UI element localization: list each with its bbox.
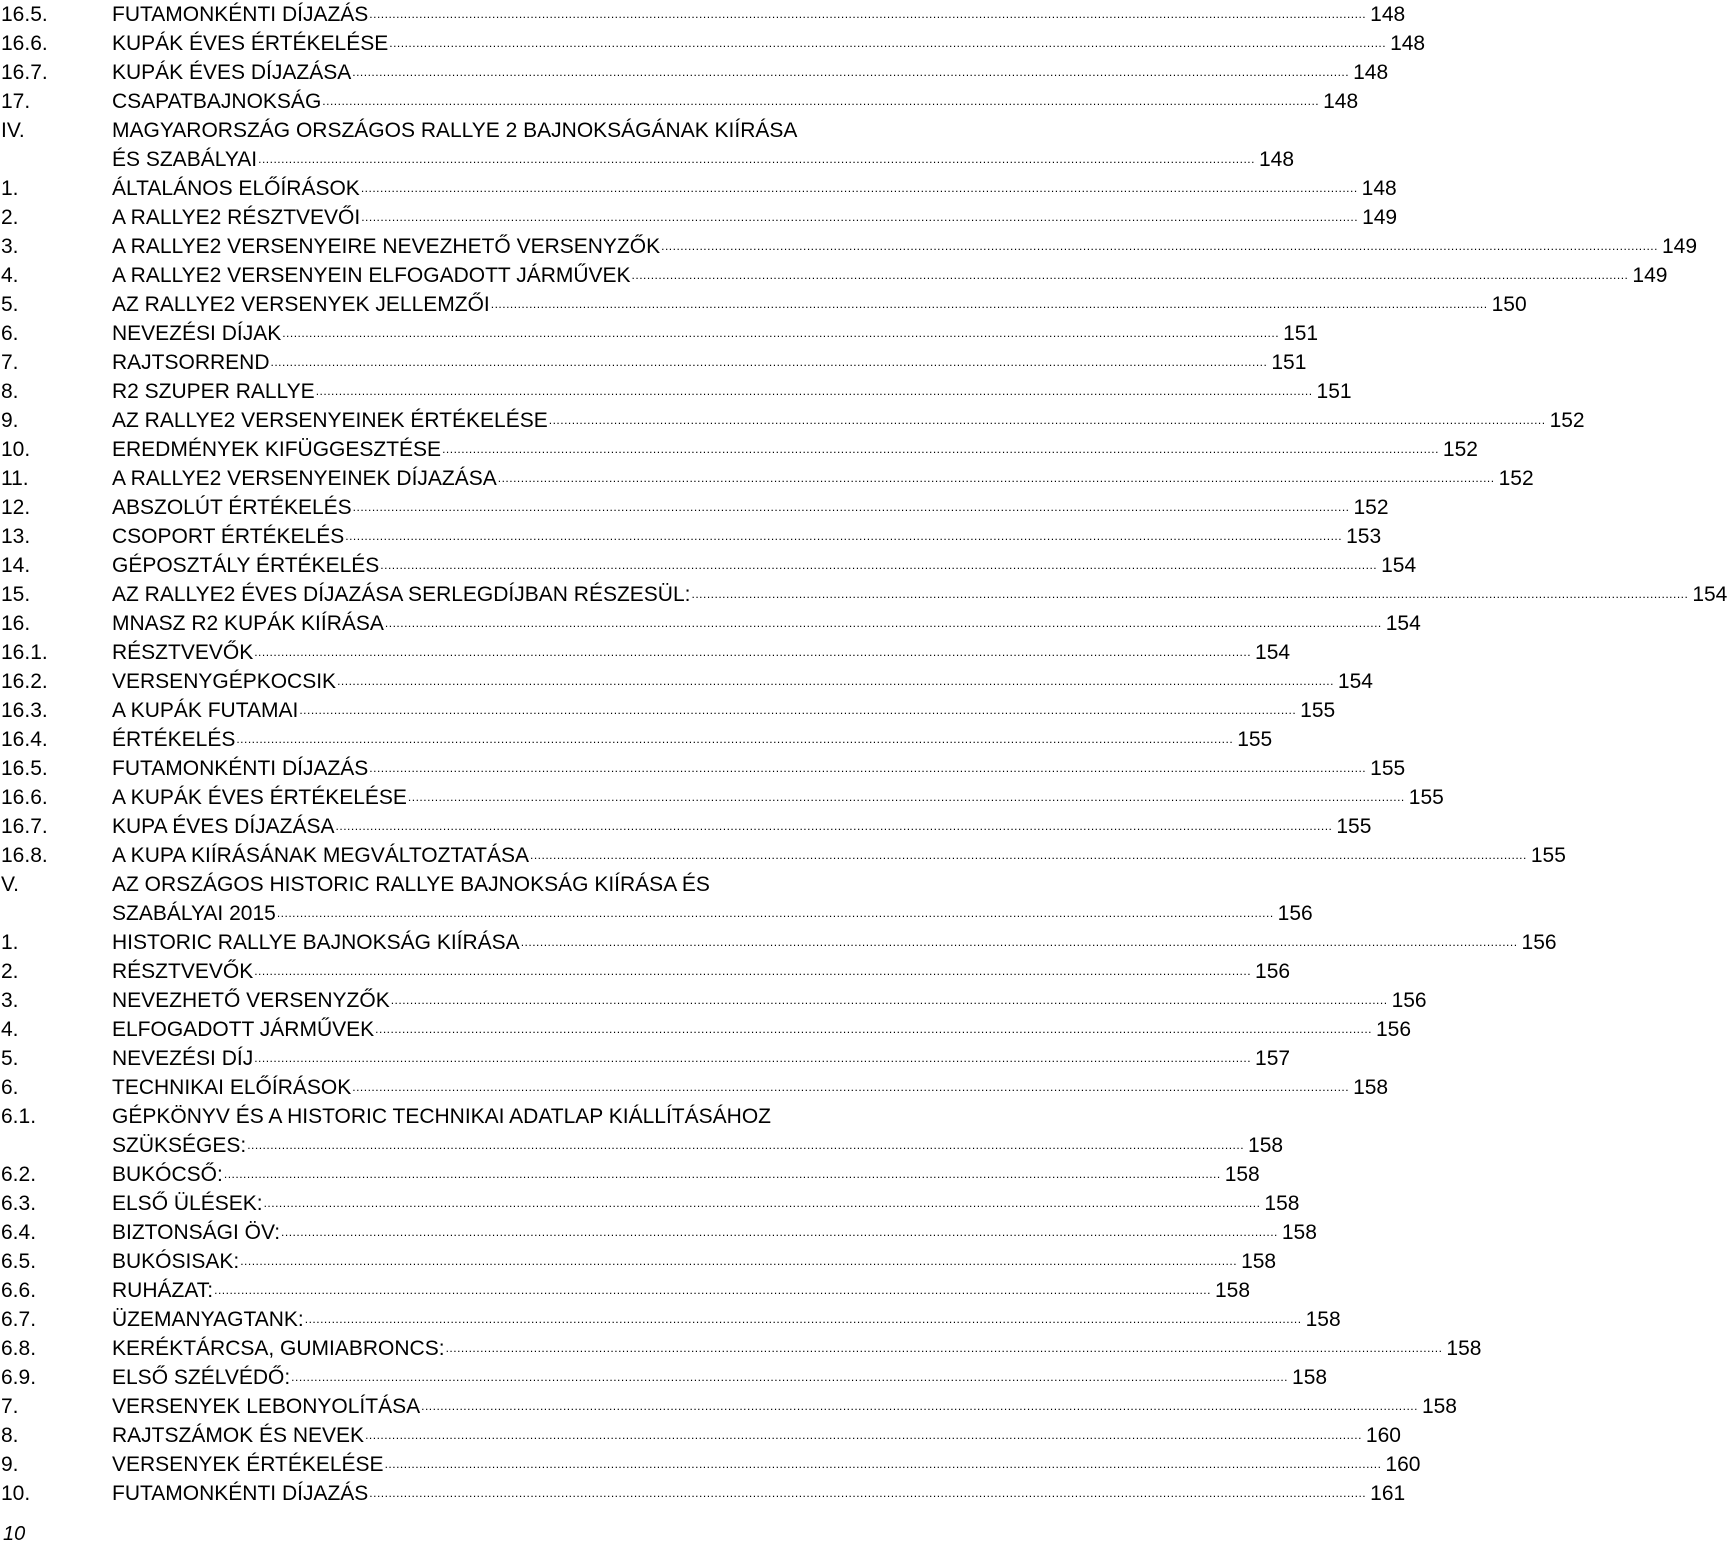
toc-entry-number: 6.7. xyxy=(1,1308,37,1331)
toc-entry-title: BUKÓSISAK: xyxy=(112,1250,240,1273)
toc-entry-page: 155 xyxy=(1336,815,1372,838)
toc-entry-title: R2 SZUPER RALLYE xyxy=(112,380,315,403)
dot-leader: .................................................................................................................................................................................................................................................................... xyxy=(445,1341,1443,1355)
toc-entry[interactable] xyxy=(0,58,1389,87)
toc-entry-number: 6.4. xyxy=(1,1221,37,1244)
toc-entry-title: ÁLTALÁNOS ELŐÍRÁSOK xyxy=(112,177,360,200)
toc-entry[interactable] xyxy=(0,1218,1317,1247)
dot-leader: .................................................................................................................................................................................................................................................................... xyxy=(442,442,1439,456)
toc-entry[interactable] xyxy=(0,754,1406,783)
toc-entry-number: 6.8. xyxy=(1,1337,37,1360)
toc-entry-number: 5. xyxy=(1,1047,19,1070)
toc-entry-title: A RALLYE2 RÉSZTVEVŐI xyxy=(112,206,361,229)
toc-entry[interactable] xyxy=(0,1305,1341,1334)
dot-leader: .................................................................................................................................................................................................................................................................... xyxy=(369,1486,1367,1500)
dot-leader: .................................................................................................................................................................................................................................................................... xyxy=(361,210,1359,224)
toc-entry-page: 148 xyxy=(1390,32,1426,55)
toc-entry-title: AZ RALLYE2 ÉVES DÍJAZÁSA SERLEGDÍJBAN RÉSZESÜL: xyxy=(112,583,691,606)
toc-entry-page: 152 xyxy=(1442,438,1478,461)
dot-leader: .................................................................................................................................................................................................................................................................... xyxy=(236,732,1234,746)
toc-entry-title: ELFOGADOTT JÁRMŰVEK xyxy=(112,1018,375,1041)
dot-leader: .................................................................................................................................................................................................................................................................... xyxy=(497,471,1495,485)
toc-entry-page: 151 xyxy=(1283,322,1319,345)
toc-entry-page: 156 xyxy=(1391,989,1427,1012)
toc-entry-page: 149 xyxy=(1632,264,1668,287)
toc-entry-page: 148 xyxy=(1323,90,1359,113)
toc-entry-number: 8. xyxy=(1,1424,19,1447)
toc-entry-title: BIZTONSÁGI ÖV: xyxy=(112,1221,281,1244)
dot-leader: .................................................................................................................................................................................................................................................................... xyxy=(345,529,1343,543)
toc-entry-number: 14. xyxy=(1,554,31,577)
toc-entry[interactable] xyxy=(0,87,1359,116)
toc-entry[interactable] xyxy=(0,435,1478,464)
dot-leader: .................................................................................................................................................................................................................................................................... xyxy=(263,1196,1261,1210)
toc-entry[interactable] xyxy=(0,1044,1291,1073)
dot-leader: .................................................................................................................................................................................................................................................................... xyxy=(520,935,1518,949)
dot-leader: .................................................................................................................................................................................................................................................................... xyxy=(247,1138,1245,1152)
toc-entry-number: 6.1. xyxy=(1,1105,37,1128)
toc-entry-page: 157 xyxy=(1255,1047,1291,1070)
toc-entry-page: 154 xyxy=(1385,612,1421,635)
toc-entry-number: 7. xyxy=(1,1395,19,1418)
toc-entry[interactable] xyxy=(0,145,1295,174)
dot-leader: .................................................................................................................................................................................................................................................................... xyxy=(369,7,1367,21)
dot-leader: .................................................................................................................................................................................................................................................................... xyxy=(214,1283,1211,1297)
toc-entry-page: 148 xyxy=(1353,61,1389,84)
toc-entry[interactable] xyxy=(0,1015,1412,1044)
toc-entry-number: 16.4. xyxy=(1,728,48,751)
toc-entry-title: TECHNIKAI ELŐÍRÁSOK xyxy=(112,1076,352,1099)
toc-entry-page: 153 xyxy=(1346,525,1382,548)
toc-entry-title: SZABÁLYAI 2015 xyxy=(112,902,276,925)
toc-entry-page: 150 xyxy=(1491,293,1527,316)
toc-entry-number: 4. xyxy=(1,264,19,287)
dot-leader: .................................................................................................................................................................................................................................................................... xyxy=(369,761,1367,775)
toc-entry-page: 152 xyxy=(1498,467,1534,490)
dot-leader: .................................................................................................................................................................................................................................................................... xyxy=(691,587,1689,601)
dot-leader: .................................................................................................................................................................................................................................................................... xyxy=(631,268,1629,282)
toc-entry-number: IV. xyxy=(1,119,25,142)
toc-entry-number: 12. xyxy=(1,496,31,519)
toc-entry-number: 16.8. xyxy=(1,844,48,867)
dot-leader: .................................................................................................................................................................................................................................................................... xyxy=(299,703,1297,717)
toc-entry-number: 10. xyxy=(1,1482,31,1505)
toc-entry-page: 161 xyxy=(1370,1482,1406,1505)
toc-entry-title: HISTORIC RALLYE BAJNOKSÁG KIÍRÁSA xyxy=(112,931,520,954)
toc-entry-number: 9. xyxy=(1,1453,19,1476)
toc-entry-title: ÉRTÉKELÉS xyxy=(112,728,236,751)
toc-entry[interactable] xyxy=(0,1131,1284,1160)
dot-leader: .................................................................................................................................................................................................................................................................... xyxy=(276,906,1274,920)
toc-entry-page: 158 xyxy=(1241,1250,1277,1273)
toc-entry-page: 160 xyxy=(1365,1424,1401,1447)
toc-entry-title: ABSZOLÚT ÉRTÉKELÉS xyxy=(112,496,352,519)
toc-entry[interactable] xyxy=(0,1247,1277,1276)
toc-entry-title: ELSŐ ÜLÉSEK: xyxy=(112,1192,263,1215)
dot-leader: .................................................................................................................................................................................................................................................................... xyxy=(384,1457,1382,1471)
dot-leader: .................................................................................................................................................................................................................................................................... xyxy=(254,645,1252,659)
dot-leader: .................................................................................................................................................................................................................................................................... xyxy=(223,1167,1221,1181)
toc-entry-number: 16.5. xyxy=(1,3,48,26)
toc-entry-number: 17. xyxy=(1,90,31,113)
toc-entry-page: 148 xyxy=(1370,3,1406,26)
toc-entry-title: KUPA ÉVES DÍJAZÁSA xyxy=(112,815,335,838)
toc-entry-page: 158 xyxy=(1305,1308,1341,1331)
dot-leader: .................................................................................................................................................................................................................................................................... xyxy=(254,964,1252,978)
toc-entry-page: 148 xyxy=(1361,177,1397,200)
toc-entry[interactable] xyxy=(0,232,1698,261)
toc-entry-title: EREDMÉNYEK KIFÜGGESZTÉSE xyxy=(112,438,442,461)
toc-entry[interactable] xyxy=(0,1189,1300,1218)
dot-leader: .................................................................................................................................................................................................................................................................... xyxy=(375,1022,1372,1036)
dot-leader: .................................................................................................................................................................................................................................................................... xyxy=(352,500,1350,514)
dot-leader: .................................................................................................................................................................................................................................................................... xyxy=(360,181,1358,195)
toc-entry-number: 13. xyxy=(1,525,31,548)
toc-entry-page: 156 xyxy=(1521,931,1557,954)
toc-entry-number: 1. xyxy=(1,931,19,954)
toc-entry-title: VERSENYGÉPKOCSIK xyxy=(112,670,337,693)
toc-entry-number: V. xyxy=(1,873,19,896)
toc-entry-title: ELSŐ SZÉLVÉDŐ: xyxy=(112,1366,291,1389)
toc-entry-page: 158 xyxy=(1214,1279,1251,1302)
toc-entry-title: ÉS SZABÁLYAI xyxy=(112,148,258,171)
toc-entry-page: 152 xyxy=(1353,496,1389,519)
toc-entry[interactable] xyxy=(0,348,1307,377)
toc-entry[interactable] xyxy=(0,928,1557,957)
toc-entry[interactable] xyxy=(0,1479,1406,1508)
toc-entry[interactable] xyxy=(0,986,1427,1015)
toc-entry-page: 154 xyxy=(1692,583,1727,606)
toc-entry[interactable] xyxy=(0,870,960,899)
toc-entry-title: GÉPOSZTÁLY ÉRTÉKELÉS xyxy=(112,554,380,577)
dot-leader: .................................................................................................................................................................................................................................................................... xyxy=(291,1370,1289,1384)
dot-leader: .................................................................................................................................................................................................................................................................... xyxy=(365,1428,1362,1442)
toc-entry-number: 5. xyxy=(1,293,19,316)
toc-entry-title: RAJTSZÁMOK ÉS NEVEK xyxy=(112,1424,365,1447)
toc-entry[interactable] xyxy=(0,1363,1328,1392)
toc-entry-title: CSAPATBAJNOKSÁG xyxy=(112,90,322,113)
toc-entry[interactable] xyxy=(0,783,1444,812)
toc-entry-number: 11. xyxy=(1,467,29,490)
dot-leader: .................................................................................................................................................................................................................................................................... xyxy=(390,993,1388,1007)
toc-entry[interactable] xyxy=(0,464,1534,493)
toc-entry-page: 158 xyxy=(1224,1163,1260,1186)
toc-entry-number: 6.3. xyxy=(1,1192,37,1215)
toc-entry-number: 16.5. xyxy=(1,757,48,780)
toc-entry-number: 16.2. xyxy=(1,670,48,693)
toc-entry-title: A KUPÁK FUTAMAI xyxy=(112,699,299,722)
toc-entry[interactable] xyxy=(0,116,960,145)
toc-entry-page: 156 xyxy=(1255,960,1291,983)
dot-leader: .................................................................................................................................................................................................................................................................... xyxy=(322,94,1320,108)
toc-entry-title: RÉSZTVEVŐK xyxy=(112,960,254,983)
toc-entry[interactable] xyxy=(0,812,1372,841)
toc-entry-number: 9. xyxy=(1,409,19,432)
toc-entry-page: 155 xyxy=(1408,786,1444,809)
toc-entry-page: 155 xyxy=(1237,728,1273,751)
toc-entry[interactable] xyxy=(0,841,1566,870)
toc-entry[interactable] xyxy=(0,0,1406,29)
dot-leader: .................................................................................................................................................................................................................................................................... xyxy=(661,239,1658,253)
toc-entry-page: 154 xyxy=(1381,554,1417,577)
dot-leader: .................................................................................................................................................................................................................................................................... xyxy=(281,1225,1278,1239)
toc-entry[interactable] xyxy=(0,667,1373,696)
toc-entry-title: MNASZ R2 KUPÁK KIÍRÁSA xyxy=(112,612,384,635)
toc-entry-title: FUTAMONKÉNTI DÍJAZÁS xyxy=(112,1482,369,1505)
toc-entry-title: AZ ORSZÁGOS HISTORIC RALLYE BAJNOKSÁG KIÍRÁSA ÉS xyxy=(112,873,710,896)
dot-leader: .................................................................................................................................................................................................................................................................... xyxy=(337,674,1334,688)
toc-entry-page: 155 xyxy=(1300,699,1336,722)
toc-entry-title: RUHÁZAT: xyxy=(112,1279,214,1302)
toc-entry-page: 160 xyxy=(1385,1453,1421,1476)
toc-entry-page: 151 xyxy=(1316,380,1352,403)
toc-entry-title: FUTAMONKÉNTI DÍJAZÁS xyxy=(112,757,369,780)
dot-leader: .................................................................................................................................................................................................................................................................... xyxy=(380,558,1378,572)
toc-entry-number: 16.6. xyxy=(1,32,48,55)
toc-entry-page: 149 xyxy=(1661,235,1698,258)
toc-entry-title: AZ RALLYE2 VERSENYEK JELLEMZŐI xyxy=(112,293,490,316)
toc-entry-title: KUPÁK ÉVES DÍJAZÁSA xyxy=(112,61,352,84)
toc-entry-title: FUTAMONKÉNTI DÍJAZÁS xyxy=(112,3,369,26)
dot-leader: .................................................................................................................................................................................................................................................................... xyxy=(282,326,1280,340)
toc-entry-page: 156 xyxy=(1376,1018,1412,1041)
dot-leader: .................................................................................................................................................................................................................................................................... xyxy=(548,413,1546,427)
toc-entry-title: RAJTSORREND xyxy=(112,351,270,374)
toc-entry-number: 3. xyxy=(1,235,19,258)
toc-entry-title: NEVEZHETŐ VERSENYZŐK xyxy=(112,989,390,1012)
dot-leader: .................................................................................................................................................................................................................................................................... xyxy=(254,1051,1252,1065)
dot-leader: .................................................................................................................................................................................................................................................................... xyxy=(389,36,1387,50)
toc-entry-number: 16.1. xyxy=(1,641,48,664)
toc-entry-page: 158 xyxy=(1446,1337,1482,1360)
toc-entry-number: 16. xyxy=(1,612,31,635)
toc-entry-number: 6.9. xyxy=(1,1366,37,1389)
toc-entry-page: 152 xyxy=(1549,409,1585,432)
dot-leader: .................................................................................................................................................................................................................................................................... xyxy=(352,1080,1350,1094)
toc-entry[interactable] xyxy=(0,522,1382,551)
toc-entry-number: 6. xyxy=(1,1076,19,1099)
toc-entry[interactable] xyxy=(0,319,1319,348)
toc-entry-title: RÉSZTVEVŐK xyxy=(112,641,254,664)
toc-entry-page: 149 xyxy=(1362,206,1398,229)
toc-entry-number: 6. xyxy=(1,322,19,345)
dot-leader: .................................................................................................................................................................................................................................................................... xyxy=(384,616,1382,630)
dot-leader: .................................................................................................................................................................................................................................................................... xyxy=(490,297,1488,311)
toc-entry-number: 15. xyxy=(1,583,31,606)
toc-entry-title: KUPÁK ÉVES ÉRTÉKELÉSE xyxy=(112,32,389,55)
toc-entry[interactable] xyxy=(0,899,1313,928)
toc-entry-page: 158 xyxy=(1421,1395,1457,1418)
toc-entry-title: NEVEZÉSI DÍJ xyxy=(112,1047,254,1070)
toc-entry-page: 158 xyxy=(1264,1192,1300,1215)
dot-leader: .................................................................................................................................................................................................................................................................... xyxy=(315,384,1313,398)
dot-leader: .................................................................................................................................................................................................................................................................... xyxy=(530,848,1527,862)
toc-entry-title: A RALLYE2 VERSENYEIRE NEVEZHETŐ VERSENYZŐK xyxy=(112,235,661,258)
toc-entry-number: 6.5. xyxy=(1,1250,37,1273)
toc-entry-title: A RALLYE2 VERSENYEINEK DÍJAZÁSA xyxy=(112,467,497,490)
toc-entry-number: 3. xyxy=(1,989,19,1012)
toc-entry[interactable] xyxy=(0,1450,1421,1479)
toc-entry[interactable] xyxy=(0,551,1417,580)
toc-entry[interactable] xyxy=(0,29,1426,58)
dot-leader: .................................................................................................................................................................................................................................................................... xyxy=(335,819,1333,833)
toc-entry-page: 158 xyxy=(1292,1366,1328,1389)
toc-entry-number: 10. xyxy=(1,438,31,461)
toc-entry-number: 2. xyxy=(1,206,19,229)
toc-entry-title: ÜZEMANYAGTANK: xyxy=(112,1308,304,1331)
toc-entry-page: 155 xyxy=(1370,757,1406,780)
toc-entry[interactable] xyxy=(0,1102,960,1131)
toc-entry-title: A RALLYE2 VERSENYEIN ELFOGADOTT JÁRMŰVEK xyxy=(112,264,631,287)
toc-entry-title: GÉPKÖNYV ÉS A HISTORIC TECHNIKAI ADATLAP KIÁLLÍTÁSÁHOZ xyxy=(112,1105,771,1128)
toc-entry-title: VERSENYEK ÉRTÉKELÉSE xyxy=(112,1453,384,1476)
toc-entry-number: 16.3. xyxy=(1,699,48,722)
toc-entry-title: BUKÓCSŐ: xyxy=(112,1163,223,1186)
toc-entry-page: 158 xyxy=(1281,1221,1317,1244)
toc-entry-title: MAGYARORSZÁG ORSZÁGOS RALLYE 2 BAJNOKSÁGÁNAK KIÍRÁSA xyxy=(112,119,798,142)
toc-entry-title: NEVEZÉSI DÍJAK xyxy=(112,322,282,345)
toc-entry[interactable] xyxy=(0,696,1336,725)
toc-entry-page: 154 xyxy=(1255,641,1291,664)
toc-entry-number: 6.6. xyxy=(1,1279,37,1302)
toc-entry-page: 148 xyxy=(1258,148,1295,171)
toc-entry-page: 155 xyxy=(1530,844,1566,867)
toc-entry[interactable] xyxy=(0,957,1291,986)
toc-entry-title: A KUPÁK ÉVES ÉRTÉKELÉSE xyxy=(112,786,407,809)
toc-entry[interactable] xyxy=(0,261,1668,290)
dot-leader: .................................................................................................................................................................................................................................................................... xyxy=(421,1399,1418,1413)
toc-entry-page: 156 xyxy=(1277,902,1313,925)
toc-entry-number: 16.6. xyxy=(1,786,48,809)
dot-leader: .................................................................................................................................................................................................................................................................... xyxy=(270,355,1268,369)
toc-entry[interactable] xyxy=(0,609,1421,638)
dot-leader: .................................................................................................................................................................................................................................................................... xyxy=(258,152,1255,166)
toc-entry-page: 151 xyxy=(1271,351,1307,374)
toc-entry-page: 154 xyxy=(1337,670,1373,693)
toc-entry-number: 8. xyxy=(1,380,19,403)
toc-entry-page: 158 xyxy=(1248,1134,1284,1157)
toc-entry-title: VERSENYEK LEBONYOLÍTÁSA xyxy=(112,1395,421,1418)
toc-entry[interactable] xyxy=(0,493,1389,522)
toc-entry-title: A KUPA KIÍRÁSÁNAK MEGVÁLTOZTATÁSA xyxy=(112,844,530,867)
toc-entry[interactable] xyxy=(0,1334,1482,1363)
toc-entry-title: SZÜKSÉGES: xyxy=(112,1134,247,1157)
page-number: 10 xyxy=(3,1523,26,1545)
toc-entry-number: 7. xyxy=(1,351,19,374)
toc-entry-number: 6.2. xyxy=(1,1163,37,1186)
toc-entry[interactable] xyxy=(0,1160,1260,1189)
toc-entry[interactable] xyxy=(0,1421,1401,1450)
toc-entry[interactable] xyxy=(0,377,1352,406)
dot-leader: .................................................................................................................................................................................................................................................................... xyxy=(240,1254,1238,1268)
dot-leader: .................................................................................................................................................................................................................................................................... xyxy=(352,65,1350,79)
toc-entry-number: 16.7. xyxy=(1,815,48,838)
toc-entry-number: 4. xyxy=(1,1018,19,1041)
toc-entry[interactable] xyxy=(0,725,1273,754)
toc-entry-title: CSOPORT ÉRTÉKELÉS xyxy=(112,525,345,548)
toc-entry[interactable] xyxy=(0,1073,1389,1102)
toc-entry-number: 2. xyxy=(1,960,19,983)
toc-entry[interactable] xyxy=(0,638,1291,667)
toc-entry-title: AZ RALLYE2 VERSENYEINEK ÉRTÉKELÉSE xyxy=(112,409,548,432)
toc-entry-number: 1. xyxy=(1,177,19,200)
toc-entry[interactable] xyxy=(0,203,1398,232)
toc-entry-number: 16.7. xyxy=(1,61,48,84)
toc-entry[interactable] xyxy=(0,290,1527,319)
toc-entry[interactable] xyxy=(0,580,1727,609)
toc-entry[interactable] xyxy=(0,174,1397,203)
dot-leader: .................................................................................................................................................................................................................................................................... xyxy=(304,1312,1302,1326)
toc-entry-title: KERÉKTÁRCSA, GUMIABRONCS: xyxy=(112,1337,445,1360)
toc-entry[interactable] xyxy=(0,406,1585,435)
dot-leader: .................................................................................................................................................................................................................................................................... xyxy=(407,790,1405,804)
toc-entry-page: 158 xyxy=(1353,1076,1389,1099)
toc-entry[interactable] xyxy=(0,1276,1251,1305)
toc-entry[interactable] xyxy=(0,1392,1457,1421)
